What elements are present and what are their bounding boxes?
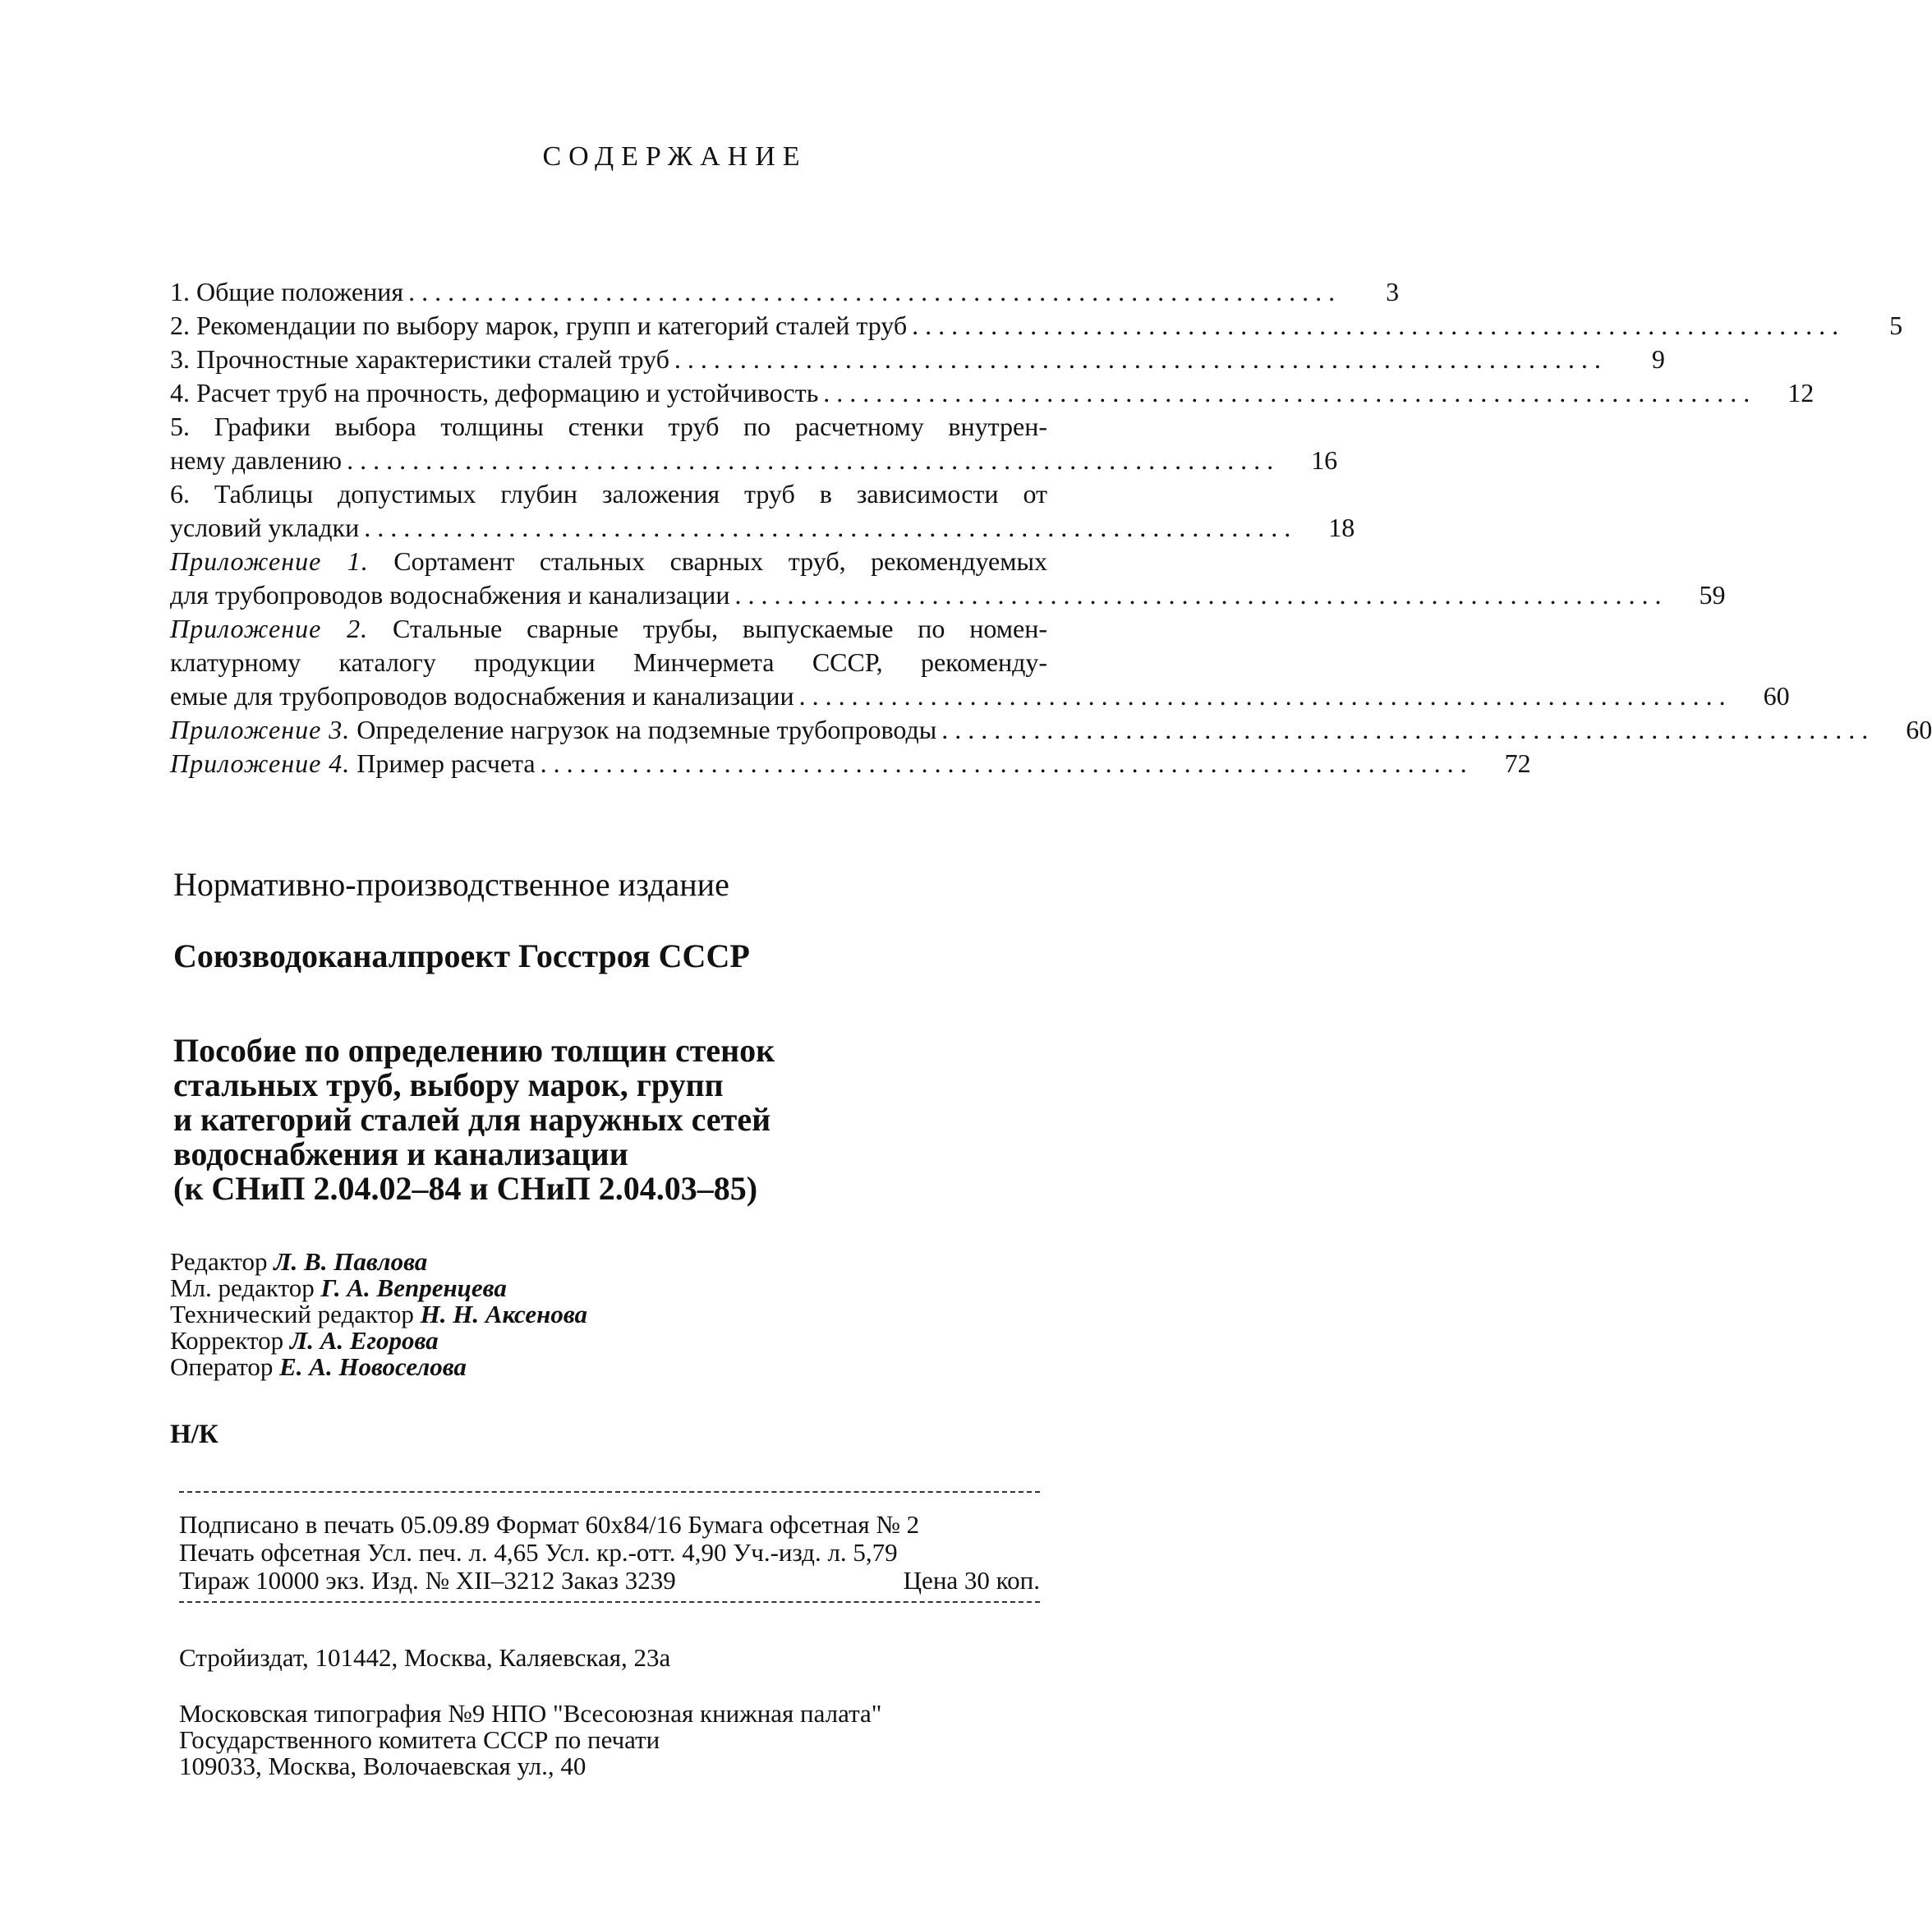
toc-leader: .......................................................................: [912, 311, 1846, 340]
toc-entry-appendix-4[interactable]: [170, 747, 1531, 780]
credit-line: [170, 1354, 587, 1380]
toc-entry-recommendations[interactable]: [170, 309, 1903, 343]
appendix-label: Приложение 4.: [170, 748, 351, 778]
printer-line: Московская типография №9 НПО "Всесоюзная книжная палата": [179, 1699, 882, 1728]
toc-entry-graphs[interactable]: [170, 410, 1338, 477]
toc-entry-text: условий укладки: [170, 513, 360, 542]
credit-line: [170, 1249, 587, 1275]
toc-entry-tables[interactable]: [170, 477, 1355, 545]
book-title-line: и категорий сталей для наружных сетей: [173, 1101, 771, 1138]
toc-page-number: 60: [1763, 681, 1790, 711]
toc-page-number: 9: [1651, 344, 1665, 374]
toc-entry-text: для трубопроводов водоснабжения и канализации: [170, 580, 730, 610]
dashed-divider: [179, 1601, 1040, 1603]
credit-line: [170, 1328, 587, 1354]
toc-leader: .......................................................................: [798, 681, 1732, 711]
toc-entry-text: 4. Расчет труб на прочность, деформацию и устойчивость: [170, 378, 819, 407]
toc-entry-text: 3. Прочностные характеристики сталей труб: [170, 344, 669, 374]
toc-entry-calculation[interactable]: [170, 376, 1815, 410]
toc-entry-text: 2. Рекомендации по выбору марок, групп и категорий сталей труб: [170, 311, 908, 340]
credit-role: Технический редактор: [170, 1300, 421, 1328]
credit-name: Л. В. Павлова: [274, 1247, 428, 1276]
printer-info: [179, 1701, 881, 1779]
toc-entry-text: 1. Общие положения: [170, 277, 404, 306]
imprint-line: Подписано в печать 05.09.89 Формат 60х84/16 Бумага офсетная № 2: [179, 1510, 920, 1539]
toc-entry-text: клатурному каталогу продукции Минчермета СССР, рекоменду-: [170, 647, 1047, 677]
book-title-line: (к СНиП 2.04.02–84 и СНиП 2.04.03–85): [173, 1170, 758, 1207]
table-of-contents: [170, 275, 1932, 780]
toc-entry-strength[interactable]: [170, 343, 1665, 376]
toc-page-number: 16: [1311, 445, 1338, 475]
toc-leader: .......................................................................: [734, 580, 1668, 610]
toc-entry-appendix-2[interactable]: [170, 612, 1790, 713]
appendix-label: Приложение 2.: [170, 614, 369, 643]
toc-entry-text: 5. Графики выбора толщины стенки труб по расчетному внутрен-: [170, 412, 1047, 441]
contents-heading: СОДЕРЖАНИЕ: [542, 141, 807, 172]
toc-page-number: 3: [1386, 277, 1400, 306]
toc-leader: .......................................................................: [823, 378, 1757, 407]
toc-entry-appendix-1[interactable]: [170, 545, 1726, 612]
toc-leader: .......................................................................: [364, 513, 1298, 542]
imprint-block: [179, 1491, 1040, 1603]
appendix-label: Приложение 1.: [170, 546, 369, 576]
credit-name: Г. А. Вепренцева: [320, 1273, 507, 1302]
toc-page-number: 72: [1504, 748, 1531, 778]
toc-entry-appendix-3[interactable]: [170, 713, 1932, 747]
toc-page-number: 59: [1699, 580, 1726, 610]
book-title-line: Пособие по определению толщин стенок: [173, 1032, 775, 1069]
toc-leader: .......................................................................: [408, 277, 1342, 306]
book-title-line: водоснабжения и канализации: [173, 1135, 628, 1172]
imprint-line: [179, 1567, 1040, 1595]
toc-entry-text: Стальные сварные трубы, выпускаемые по номен-: [368, 614, 1048, 643]
toc-entry-text: Определение нагрузок на подземные трубопроводы: [350, 715, 937, 744]
book-title-line: стальных труб, выбору марок, групп: [173, 1066, 724, 1103]
edition-type: Нормативно-производственное издание: [173, 866, 729, 903]
imprint-line: Печать офсетная Усл. печ. л. 4,65 Усл. кр.-отт. 4,90 Уч.-изд. л. 5,79: [179, 1538, 898, 1567]
imprint-print-run: Тираж 10000 экз. Изд. № XII–3212 Заказ 3239: [179, 1566, 676, 1595]
toc-entry-text: 6. Таблицы допустимых глубин заложения труб в зависимости от: [170, 479, 1047, 509]
toc-page-number: 60: [1906, 715, 1932, 744]
printer-line: 109033, Москва, Волочаевская ул., 40: [179, 1752, 586, 1780]
toc-leader: .......................................................................: [941, 715, 1875, 744]
appendix-label: Приложение 3.: [170, 715, 351, 744]
credit-line: [170, 1275, 587, 1301]
printer-line: Государственного комитета СССР по печати: [179, 1725, 660, 1754]
credits-list: [170, 1249, 587, 1380]
nk-mark: Н/К: [170, 1420, 218, 1449]
toc-entry-text: емые для трубопроводов водоснабжения и канализации: [170, 681, 794, 711]
book-title: [173, 1034, 775, 1206]
publisher-address: Стройиздат, 101442, Москва, Каляевская, 23а: [179, 1643, 671, 1672]
credit-role: Редактор: [170, 1247, 274, 1276]
credit-role: Корректор: [170, 1326, 290, 1355]
credit-line: [170, 1301, 587, 1328]
credit-role: Мл. редактор: [170, 1273, 321, 1302]
credit-name: Н. Н. Аксенова: [420, 1300, 587, 1328]
organization-name: Союзводоканалпроект Госстроя СССР: [173, 937, 750, 974]
toc-entry-text: Сортамент стальных сварных труб, рекомендуемых: [368, 546, 1048, 576]
imprint-price: Цена 30 коп.: [903, 1566, 1040, 1595]
toc-page-number: 5: [1889, 311, 1903, 340]
toc-page-number: 12: [1787, 378, 1815, 407]
credit-name: Л. А. Егорова: [289, 1326, 439, 1355]
toc-leader: .......................................................................: [674, 344, 1608, 374]
toc-entry-text: Пример расчета: [350, 748, 536, 778]
toc-page-number: 18: [1328, 513, 1355, 542]
credit-role: Оператор: [170, 1352, 280, 1381]
toc-entry-general[interactable]: [170, 275, 1400, 309]
toc-entry-text: нему давлению: [170, 445, 343, 475]
toc-leader: .......................................................................: [347, 445, 1281, 475]
toc-leader: .......................................................................: [540, 748, 1474, 778]
credit-name: Е. А. Новоселова: [279, 1352, 467, 1381]
